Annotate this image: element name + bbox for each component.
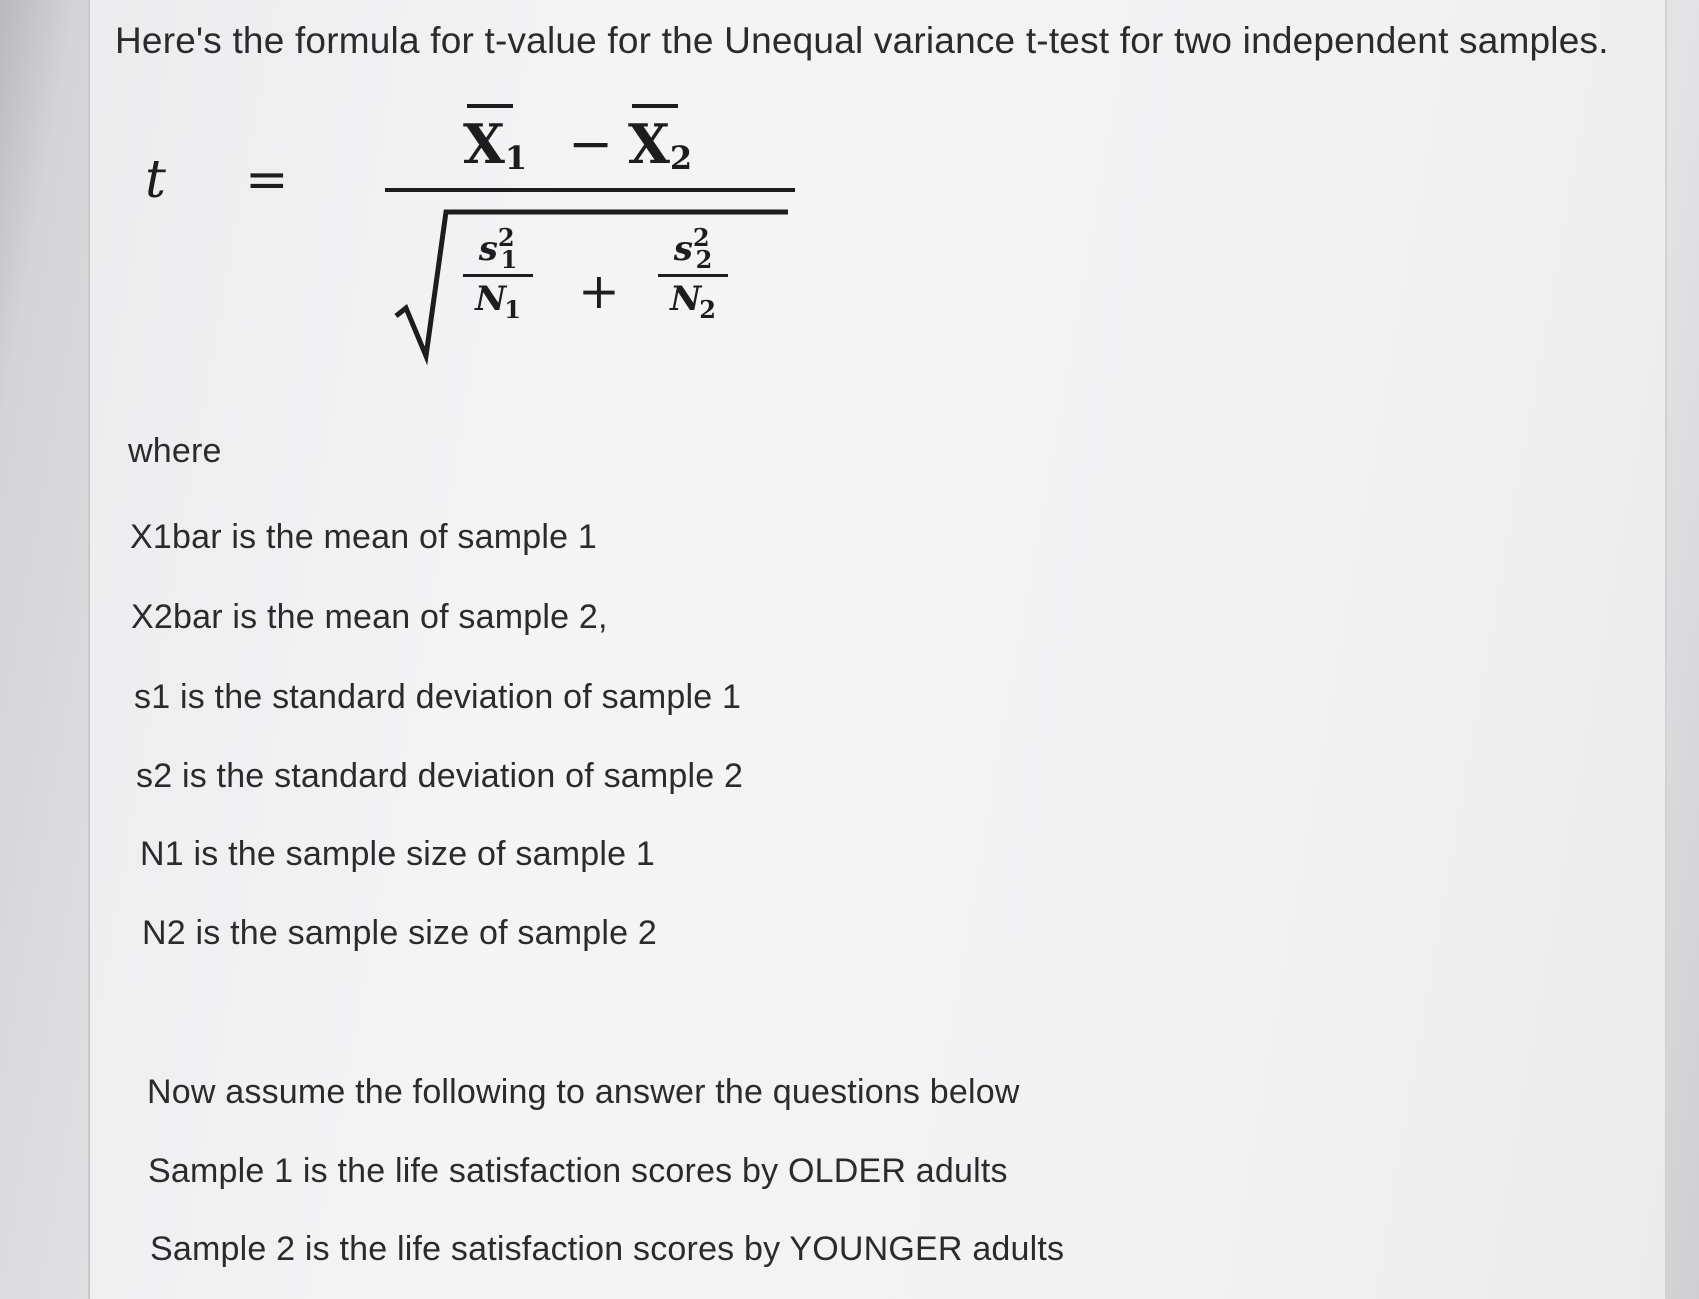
numerator-x1: X1: [463, 112, 528, 177]
formula-t: t: [145, 150, 166, 210]
formula-equals: =: [245, 150, 289, 210]
numerator-x2: X2: [628, 112, 693, 177]
assumption-sample-2: Sample 2 is the life satisfaction scores by YOUNGER adults: [150, 1230, 1065, 1268]
definition-s2: s2 is the standard deviation of sample 2: [136, 757, 744, 795]
definition-s1: s1 is the standard deviation of sample 1: [134, 678, 742, 716]
term-s2-over-n2: [658, 223, 728, 324]
x1-overline: [467, 104, 513, 108]
intro-heading: Here's the formula for t-value for the Unequal variance t-test for two independent samples.: [115, 20, 1609, 61]
definition-x2bar: X2bar is the mean of sample 2,: [131, 598, 608, 636]
n2: $N_2$: [670, 279, 716, 324]
s1-squared: $s^2_1$: [478, 223, 518, 274]
s2-squared: $s^2_2$: [673, 223, 713, 274]
denominator-plus: +: [578, 262, 620, 320]
assumption-intro: Now assume the following to answer the questions below: [147, 1073, 1020, 1111]
numerator-minus: −: [568, 112, 614, 175]
definition-n1: N1 is the sample size of sample 1: [140, 835, 655, 873]
term-s1-over-n1: [463, 223, 533, 324]
n1: $N_1$: [475, 279, 521, 324]
where-label: where: [128, 432, 222, 470]
x2-overline: [632, 104, 678, 108]
assumption-sample-1: Sample 1 is the life satisfaction scores by OLDER adults: [148, 1152, 1008, 1190]
fraction-bar: [385, 188, 795, 192]
definition-x1bar: X1bar is the mean of sample 1: [130, 518, 597, 556]
definition-n2: N2 is the sample size of sample 2: [142, 914, 657, 952]
